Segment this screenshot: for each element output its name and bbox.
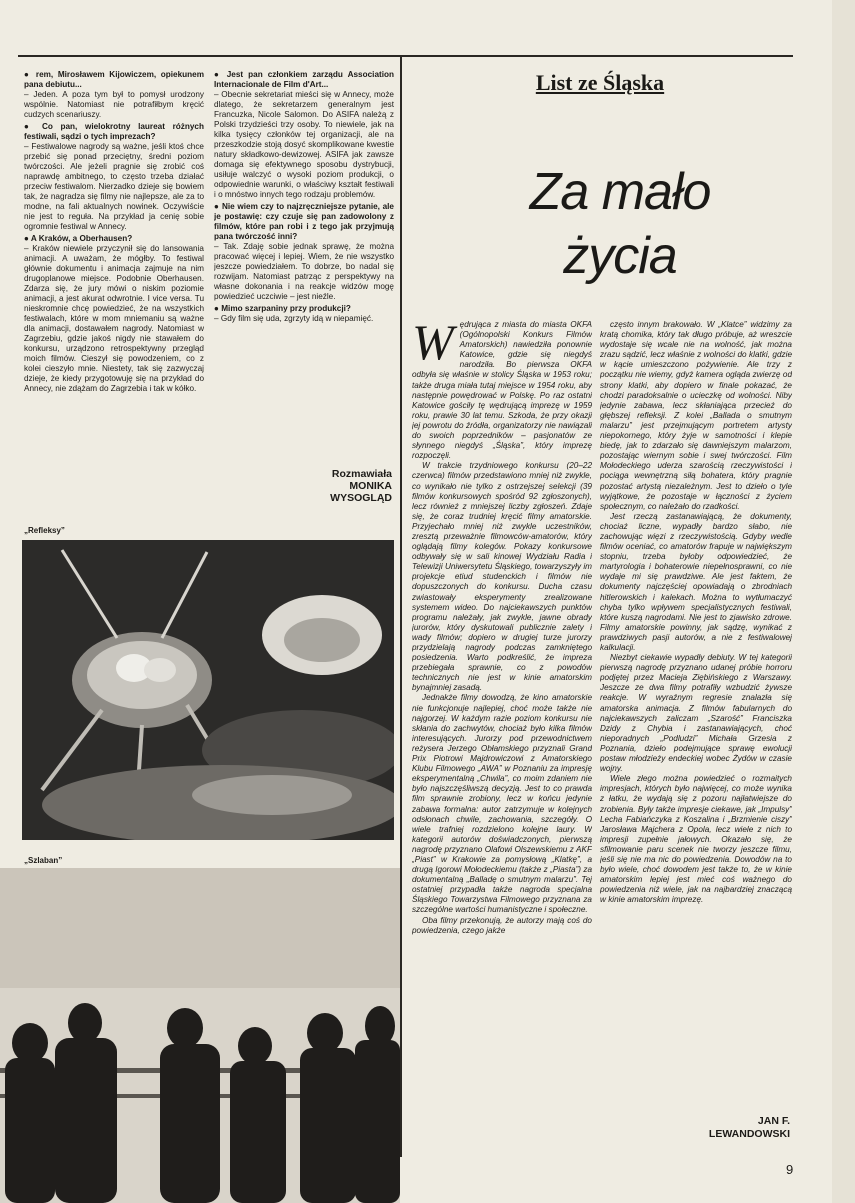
article-paragraph: Jest rzeczą zastanawiającą, że dokumenty, chociaż liczne, wypadły bardzo słabo, nie zachowując więzi z rzeczywistością. Gdyby wedle filmów oceniać, co amatorów frapuje w największym stopniu, trzeba byłoby odpowiedzieć, że martyrologia i bohaterowie niepełnosprawni, co nie wydaje mi się prawdziwe. Ale jest faktem, że dokumenty najczęściej opowiadają o zbrodniach hitlerowskich i kalekach. Można to wytłumaczyć chyba tylko wpływem specjalistycznych festiwali, które kuszą nagrodami. Nie jest to zjawisko zdrowe. Filmy amatorskie powinny, jak sądzę, wynikać z prawdziwych pasji autorów, a nie z festiwalowej kalkulacji. bbox=[600, 511, 792, 652]
credit-surname: WYSOGLĄD bbox=[330, 492, 392, 504]
article-column-2 bbox=[600, 320, 792, 1110]
interview-question: ● Co pan, wielokrotny laureat różnych festiwali, sądzi o tych imprezach? bbox=[24, 122, 204, 142]
article-paragraph: W trakcie trzydniowego konkursu (20–22 czerwca) filmów przedstawiono mniej niż zwykle, co wynikało nie tylko z ostrzejszej selekcji (39 filmów konkursowych spośród 92 zgłoszonych), lecz również z mniejszej liczby zgłoszeń. Zdaje się, że coraz trudniej kręcić filmy amatorskie. Przyjechało mniej niż zwykle uczestników, zresztą przeważnie filmowców-amatorów, który oglądają filmy kolegów. Pokazy konkursowe odbywały się w sali kinowej Wydziału Radia i Telewizji Uniwersytetu Śląskiego, towarzyszyły im projekcje etiud studenckich i filmów nie dopuszczonych do konkursu. Ducha czasu zwiastowały eksperymenty zrealizowane systemem wideo. Do najciekawszych punktów programu należały, jak zwykle, jawne obrady jurorów, który dyskutowali publicznie zalety i wady filmów; dopiero w drugiej turze jurorzy przydzielają nagrody podczas zamkniętego posiedzenia. Warto podkreślić, że impreza przebiegała sprawnie, co z powodów technicznych nie jest w kinie amatorskim bynajmniej zasadą. bbox=[412, 461, 592, 693]
article-column-1 bbox=[412, 320, 592, 1150]
column-divider bbox=[400, 57, 402, 1157]
photo-szlaban bbox=[0, 868, 400, 1203]
photo-refleksy bbox=[22, 540, 394, 840]
article-paragraph: Niezbyt ciekawie wypadły debiuty. W tej kategorii pierwszą nagrodę przyznano udanej próbie horroru podjętej przez Macieja Ziębińskiego z Warszawy. Jeszcze ze dwa filmy potrafiły wzbudzić żywsze reakcje. W wyraźnym regresie znalazła się amatorska animacja. Z filmów fabularnych do najciekawszych zaliczam „Szarość” Franciszka Dzidy z Chybia i zastanawiających, choć nieporadnych „Podludzi” Michała Grzesia z Poznania, dzieło podejmujące sprawę ewolucji postaw młodzieży endeckiej wobec Żydów w czasie wojny. bbox=[600, 653, 792, 774]
author-initials: JAN F. bbox=[757, 1115, 790, 1127]
interview-column-left bbox=[24, 68, 204, 508]
article-author bbox=[640, 1115, 790, 1141]
photo-caption-szlaban: „Szlaban” bbox=[24, 856, 63, 865]
drop-cap: W bbox=[412, 320, 454, 370]
insect-illustration bbox=[22, 540, 394, 840]
interview-question: ● Nie wiem czy to najzręczniejsze pytanie, ale je postawię: czy czuje się pan zadowolony z filmów, które pan robi i z tego jak przyjmują pana twórczość inni? bbox=[214, 202, 394, 242]
interview-column-middle bbox=[214, 68, 394, 528]
interview-answer: – Gdy film się uda, zgrzyty idą w niepamięć. bbox=[214, 314, 374, 323]
headline-line2: życia bbox=[563, 227, 677, 285]
interview-answer: – Tak. Zdaję sobie jednak sprawę, że można pracować więcej i lepiej. Wiem, że nie wszystko jeszcze powiedziałem. To dobrze, bo nadal się rozwijam. Natomiast patrząc z perspektywy na własne dokonania i na reakcje widzów mogę powiedzieć uczciwie – jest nieźle. bbox=[214, 242, 394, 301]
page-number: 9 bbox=[786, 1162, 794, 1177]
article-paragraph: Oba filmy przekonują, że autorzy mają coś do powiedzenia, czego jakże bbox=[412, 915, 592, 935]
article-paragraph-text: ędrująca z miasta do miasta OKFA (Ogólnopolski Konkurs Filmów Amatorskich) nawiedziła ponownie Katowice, gdzie się niegdyś narodziła. Bo pierwsza OKFA odbyła się właśnie w stolicy Śląska w 1953 roku; także druga miała tutaj miejsce w 1954 roku, aby następnie powędrować w Polskę. Po raz ostatni Katowice gościły tę wędrującą imprezę w 1959 roku, prawie 30 lat temu. Szkoda, że przy okazji jej powrotu do źródła, organizatorzy nie nawiązali do swoich poprzedników – pasjonatów ze słynnego niegdyś „Śląska”, który imprezę rozpoczęli. bbox=[412, 320, 592, 461]
interview-answer: – Kraków niewiele przyczynił się do lansowania animacji. A uważam, że mógłby. To festiwal głównie dokumentu i animacja zajmuje na nim drugoplanowe miejsce. Podobnie Oberhausen. Zdarza się, że jury mówi o niskim poziomie animacji, a jest akurat odwrotnie. I vice versa. Tu nieskromnie chcę powiedzieć, że na wszystkich festiwalach, które w mom mniemaniu są ważne dla animacji, dostawałem nagrody. Natomiast w Zagrzebiu, gdzie jakoś nigdy nie stawałem do konkursu, urządzono retrospektywny przegląd moich filmów. Cieszył się powodzeniem, co z kolei cieszyło mnie. Niestety, tak się zazwyczaj dzieje, że kiedy przygotowuję się na przykład do Annecy, nie zdążam do Zagrzebia i tak w kółko. bbox=[24, 244, 204, 393]
interview-answer: – Festiwalowe nagrody są ważne, jeśli ktoś chce przebić się ponad przeciętny, średni poziom twórczości. Ale jeżeli pragnie się zrobić coś naprawdę ambitnego, to często trzeba działać przeciw festiwalom. Nierzadko dzieje się bowiem tak, że nagradza się filmy nie najlepsze, ale za to modne, na fali aktualnych nowinek. Oczywiście nie jest to reguła. Na przykład ja cenię sobie ogromnie festiwal w Annecy. bbox=[24, 142, 204, 231]
interview-answer: – Jeden. A poza tym był to pomysł urodzony wspólnie. Natomiast nie potrafiłbym kręcić cudzych scenariuszy. bbox=[24, 90, 204, 119]
article-headline bbox=[470, 160, 770, 288]
credit-line1: Rozmawiała bbox=[331, 468, 392, 480]
article-paragraph: często innym brakowało. W „Klatce” widzimy za kratą chomika, który tak długo próbuje, aż wreszcie wydostaje się wcale nie na wolność, jak można zrazu sądzić, lecz właśnie z wolności do klatki, gdzie w kącie umieszczono pożywienie. Ale trzy z początku nie wiemy, gdyż kamera ogląda zwierzę od strony klatki, aby dopiero w finale pokazać, że chodzi paradoksalnie o ucieczkę od wolności. Niby jedynie zabawa, lecz skłaniająca przecież do głębszej refleksji. Z kolei „Ballada o smutnym malarzu” jest przejmującym portretem artysty niepokornego, który żyje w samotności i klepie biedę, jak to zdarzało się dawniejszym malarzom, pozostając wiernym sobie i swej twórczości. Film Mołodeckiego uderza szarością rzeczywistości i pociąga wewnętrzną siłą bohatera, który pragnie pozostać artystą niezależnym. Jest to dzieło o tyle wyjątkowe, że pozostaje w łączności z życiem społecznym, co należało do rzadkości. bbox=[600, 320, 792, 511]
silhouettes-illustration bbox=[0, 868, 400, 1203]
interview-credit bbox=[260, 468, 392, 504]
article-paragraph: Jednakże filmy dowodzą, że kino amatorskie nie funkcjonuje najlepiej, choć może także nie najgorzej. W każdym razie poziom konkursu nie skłania do zachwytów, chociaż było kilka filmów interesujących. Jurorzy pod przewodnictwem reżysera Jerzego Obłamskiego przyznali Grand Prix Piotrowi Majdrowiczowi z Amatorskiego Klubu Filmowego „AWA” w Poznaniu za impresję eksperymentalną „Chwila”, co moim zdaniem nie było najszczęśliwszą decyzją. Jest to co prawda film sprawnie zrobiony, lecz w końcu jedynie zabawa formalna: autor zatrzymuje w kolejnych odsłonach chwile, zachowania, szczegóły. O wiele trafniej rozdzielono kolejne laury. W kategorii autorów doświadczonych, pierwszą nagrodę przyznano Olafowi Olszewskiemu z AKF „Piast” w Krakowie za pomysłową „Klatkę”, a drugą Igorowi Mołodeckiemu (także z „Piasta”) za dokumentalną „Balladę o smutnym malarzu”. Tej ostatniej przypadła także nagroda specjalna Śląskiego Towarzystwa Filmowego przyznana za szczególne wartości humanistyczne i społeczne. bbox=[412, 693, 592, 915]
photo-caption-refleksy: „Refleksy” bbox=[24, 526, 65, 535]
author-surname: LEWANDOWSKI bbox=[708, 1128, 790, 1140]
headline-line1: Za mało bbox=[529, 163, 711, 221]
article-paragraph: Wiele złego można powiedzieć o rozmaitych impresjach, których było najwięcej, co może wynika z łatku, że wydają się z pozoru najłatwiejsze do zrobienia. Były także impresje ciekawe, jak „Impulsy” Lecha Fabiańczyka z Koszalina i „Brzmienie ciszy” Jarosława Majchera z Opola, lecz wiele z nich to impresji zupełnie jałowych. Okazało się, że sfilmowanie paru scenek nie tworzy jeszcze filmu, jeśli się nie ma nic do powiedzenia. Dowodów na to było wiele, choć dowodem jest także to, że w kinie amatorskim lepiej jest mieć coś ważnego do powiedzenia niż wiele, jak na najbardziej znaczącą w kinie amatorskim imprezę. bbox=[600, 774, 792, 905]
credit-name: MONIKA bbox=[349, 480, 392, 492]
article-paragraph bbox=[412, 320, 592, 461]
page-edge bbox=[832, 0, 855, 1203]
interview-answer: – Obecnie sekretariat mieści się w Annecy, może dlatego, że sekretarzem generalnym jest Francuzka, Nicole Salomon. Do ASIFA należą z Polski trzydzieści trzy osoby. To niewiele, jak na kilka tysięcy członków tej organizacji, ale na przeszkodzie stoją dosyć skomplikowane kwestie natury składkowo-dewizowej. ASIFA jak zawsze domaga się efektywnego sposobu dystrybucji, usiłuje walczyć o wysoki poziom produkcji, o odpowiednie warunki, o właściwy kształt festiwali i o mnóstwo innych tego rodzaju problemów. bbox=[214, 90, 394, 199]
interview-question: ● Mimo szarpaniny przy produkcji? bbox=[214, 304, 394, 314]
interview-question: ● A Kraków, a Oberhausen? bbox=[24, 234, 204, 244]
section-title: List ze Śląska bbox=[535, 70, 665, 95]
interview-question: ● rem, Mirosławem Kijowiczem, opiekunem pana debiutu... bbox=[24, 70, 204, 90]
interview-question: ● Jest pan członkiem zarządu Association Internacionale de Film d'Art... bbox=[214, 70, 394, 90]
top-rule bbox=[18, 55, 793, 57]
